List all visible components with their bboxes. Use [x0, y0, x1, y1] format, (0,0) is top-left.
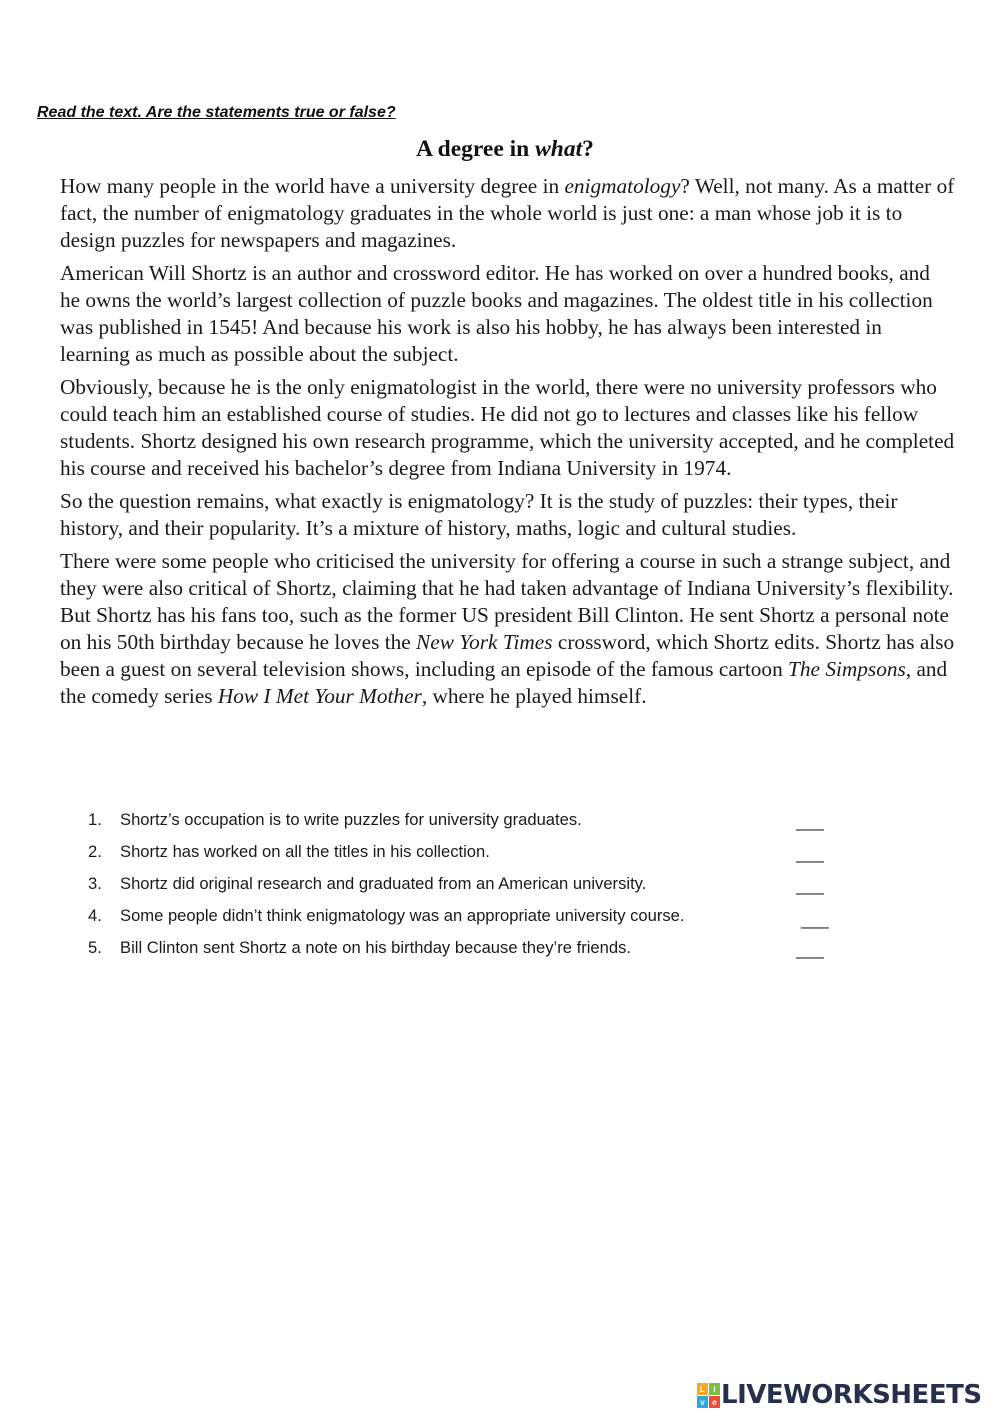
statement-text: Bill Clinton sent Shortz a note on his birthday because they’re friends.	[120, 938, 632, 957]
statement-text: Some people didn’t think enigmatology was an appropriate university course.	[120, 906, 685, 925]
answer-blank[interactable]: ___	[801, 910, 829, 929]
statement-item	[88, 808, 848, 840]
title-emphasis: what	[535, 136, 583, 162]
paragraph-5	[60, 548, 955, 710]
paragraph-text: ? Well, not many. As a matter of fact, the number of enigmatology graduates in the whole world is just one: a man whose job it is to design puzzles for newspapers and magazines.	[60, 174, 955, 252]
paragraph-2	[60, 260, 955, 368]
logo-mark-icon	[697, 1383, 719, 1407]
reading-text	[60, 173, 955, 716]
paragraph-text: , where he played himself.	[421, 684, 647, 708]
statement-item	[88, 936, 848, 968]
paragraph-text: , and the comedy series	[60, 657, 948, 708]
instruction: Read the text. Are the statements true or false?	[37, 104, 396, 121]
statement-text: Shortz did original research and graduated from an American university.	[120, 874, 647, 893]
page-title	[0, 136, 1000, 163]
statement-text: Shortz’s occupation is to write puzzles for university graduates.	[120, 810, 582, 829]
statement-list	[88, 808, 848, 968]
statement-number: 5.	[88, 938, 102, 957]
paragraph-text: Obviously, because he is the only enigmatologist in the world, there were no university professors who could teach him an established course of studies. He did not go to lectures and classes like his fellow students. Shortz designed his own research programme, which the university accepted, and he completed his course and received his bachelor’s degree from Indiana University in 1974.	[60, 375, 955, 480]
answer-blank[interactable]: ___	[796, 844, 824, 863]
paragraph-text: So the question remains, what exactly is enigmatology? It is the study of puzzles: their types, their history, and their popularity. It’s a mixture of history, maths, logic and cultural studies.	[60, 489, 898, 540]
paragraph-italic: The Simpsons	[788, 657, 906, 681]
paragraph-text: crossword, which Shortz edits. Shortz has also been a guest on several television shows, including an episode of the famous cartoon	[60, 630, 955, 681]
statement-text: Shortz has worked on all the titles in his collection.	[120, 842, 490, 861]
logo-mark-tile: e	[709, 1396, 720, 1408]
answer-blank[interactable]: ___	[796, 940, 824, 959]
paragraph-text: How many people in the world have a university degree in	[60, 174, 565, 198]
title-prefix: A degree in	[416, 136, 536, 162]
statement-number: 2.	[88, 842, 102, 861]
paragraph-1	[60, 173, 955, 254]
title-suffix: ?	[582, 136, 594, 162]
statement-item	[88, 872, 848, 904]
statement-number: 3.	[88, 874, 102, 893]
logo-mark-tile: i	[709, 1383, 720, 1395]
paragraph-4	[60, 488, 955, 542]
answer-blank[interactable]: ___	[796, 812, 824, 831]
statement-number: 4.	[88, 906, 102, 925]
paragraph-3	[60, 374, 955, 482]
answer-blank[interactable]: ___	[796, 876, 824, 895]
paragraph-italic: enigmatology	[564, 174, 681, 198]
paragraph-italic: How I Met Your Mother	[217, 684, 422, 708]
statement-item	[88, 904, 848, 936]
logo-mark-tile: v	[697, 1396, 708, 1408]
statement-item	[88, 840, 848, 872]
liveworksheets-logo[interactable]	[697, 1378, 982, 1412]
paragraph-text: There were some people who criticised the university for offering a course in such a strange subject, and they were also critical of Shortz, claiming that he had taken advantage of Indiana University’s flexibility. But Shortz has his fans too, such as the former US president Bill Clinton. He sent Shortz a personal note on his 50th birthday because he loves the	[60, 549, 954, 654]
paragraph-italic: New York Times	[416, 630, 553, 654]
paragraph-text: American Will Shortz is an author and crossword editor. He has worked on over a hundred books, and he owns the world’s largest collection of puzzle books and magazines. The oldest title in his collection was published in 1545! And because his work is also his hobby, he has always been interested in learning as much as possible about the subject.	[60, 261, 933, 366]
logo-mark-tile: L	[697, 1383, 708, 1395]
statement-number: 1.	[88, 810, 102, 829]
logo-text: LIVEWORKSHEETS	[721, 1380, 982, 1410]
